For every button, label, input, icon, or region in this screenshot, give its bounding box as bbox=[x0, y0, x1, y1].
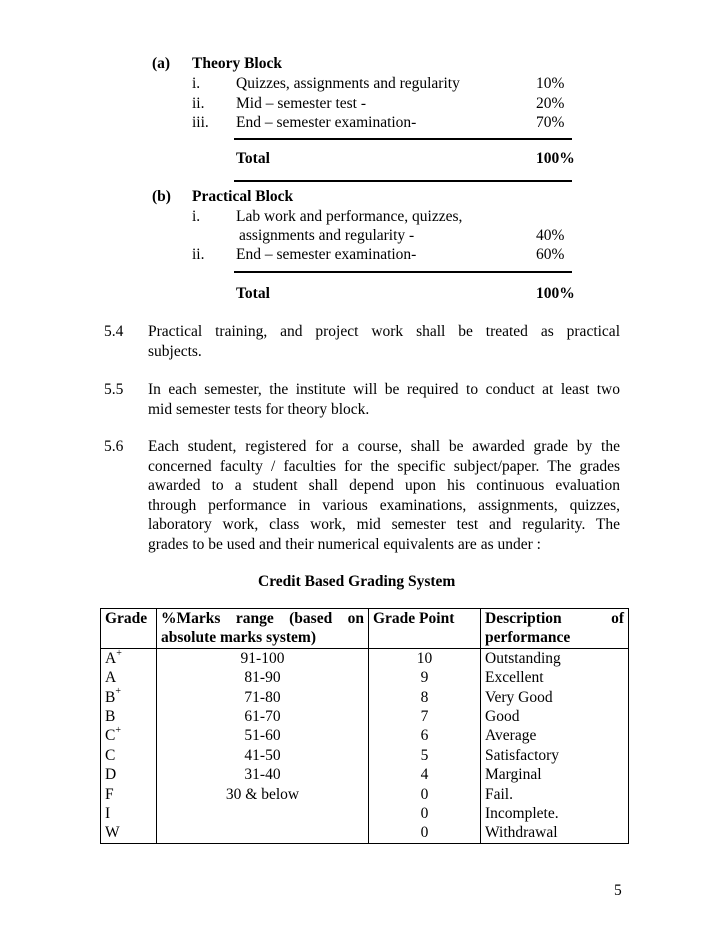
grade-cell: C+ bbox=[101, 726, 157, 745]
table-row bbox=[101, 688, 629, 707]
grade-point-cell: 9 bbox=[369, 668, 481, 687]
header-description: Description of performance bbox=[481, 609, 629, 649]
grade-point-cell: 5 bbox=[369, 746, 481, 765]
header-marks-line: absolute marks system) bbox=[161, 629, 316, 647]
grade-cell: A+ bbox=[101, 648, 157, 668]
clause-line: laboratory work, class work, mid semester test and regularity. The bbox=[148, 516, 620, 534]
description-cell: Withdrawal bbox=[481, 823, 629, 843]
grade-cell: W bbox=[101, 823, 157, 843]
description-cell: Outstanding bbox=[481, 648, 629, 668]
theory-item-pct: 10% bbox=[536, 75, 565, 92]
description-cell: Marginal bbox=[481, 765, 629, 784]
grading-title: Credit Based Grading System bbox=[258, 573, 456, 590]
marks-cell: 41-50 bbox=[157, 746, 369, 765]
grading-table bbox=[100, 608, 629, 844]
grade-point-cell: 7 bbox=[369, 707, 481, 726]
description-cell: Average bbox=[481, 726, 629, 745]
grade-point-cell: 0 bbox=[369, 804, 481, 823]
practical-item-num: ii. bbox=[192, 246, 205, 263]
theory-item-pct: 20% bbox=[536, 95, 565, 112]
theory-item-text: End – semester examination- bbox=[236, 114, 417, 131]
clause-line: subjects. bbox=[148, 342, 202, 360]
description-cell: Very Good bbox=[481, 688, 629, 707]
practical-item-text-cont: assignments and regularity - bbox=[239, 227, 415, 244]
marks-cell: 51-60 bbox=[157, 726, 369, 745]
theory-total-rule bbox=[234, 138, 572, 140]
practical-item-pct: 40% bbox=[536, 227, 565, 244]
clause-number: 5.6 bbox=[104, 438, 124, 455]
clause-line: concerned faculty / faculties for the specific subject/paper. The grades bbox=[148, 457, 620, 475]
table-row bbox=[101, 823, 629, 843]
practical-title: Practical Block bbox=[192, 188, 294, 205]
clause-number: 5.5 bbox=[104, 381, 124, 398]
description-cell: Excellent bbox=[481, 668, 629, 687]
grade-cell: F bbox=[101, 785, 157, 804]
table-header-row bbox=[101, 609, 629, 649]
theory-item-num: i. bbox=[192, 75, 201, 92]
table-row bbox=[101, 765, 629, 784]
theory-title: Theory Block bbox=[192, 55, 282, 72]
marks-cell bbox=[157, 804, 369, 823]
header-grade: Grade bbox=[101, 609, 157, 649]
clause-line: grades to be used and their numerical equivalents are as under : bbox=[148, 535, 541, 553]
clause-text bbox=[148, 322, 620, 361]
marks-cell: 91-100 bbox=[157, 648, 369, 668]
table-row bbox=[101, 746, 629, 765]
clause-line: mid semester tests for theory block. bbox=[148, 400, 370, 418]
practical-total-label: Total bbox=[236, 285, 270, 302]
header-grade-point: Grade Point bbox=[369, 609, 481, 649]
page-number: 5 bbox=[614, 882, 622, 899]
theory-total-label: Total bbox=[236, 150, 270, 167]
practical-item-num: i. bbox=[192, 208, 201, 225]
practical-total-value: 100% bbox=[536, 285, 575, 302]
practical-item-text: Lab work and performance, quizzes, bbox=[236, 208, 463, 225]
header-marks-line: %Marks range (based on bbox=[161, 610, 364, 627]
marks-cell: 71-80 bbox=[157, 688, 369, 707]
marks-cell: 30 & below bbox=[157, 785, 369, 804]
table-row bbox=[101, 785, 629, 804]
grade-cell: C bbox=[101, 746, 157, 765]
table-row bbox=[101, 648, 629, 668]
clause-line: through performance in various examinations, assignments, quizzes, bbox=[148, 496, 620, 514]
theory-item-text: Quizzes, assignments and regularity bbox=[236, 75, 460, 92]
description-cell: Good bbox=[481, 707, 629, 726]
practical-item-text: End – semester examination- bbox=[236, 246, 417, 263]
theory-item-num: iii. bbox=[192, 114, 209, 131]
grade-point-cell: 8 bbox=[369, 688, 481, 707]
grade-point-cell: 0 bbox=[369, 785, 481, 804]
grade-cell: B+ bbox=[101, 688, 157, 707]
clause-line: In each semester, the institute will be required to conduct at least two bbox=[148, 381, 620, 398]
header-marks bbox=[157, 609, 369, 649]
clause-line: Each student, registered for a course, shall be awarded grade by the bbox=[148, 438, 620, 455]
marks-cell: 81-90 bbox=[157, 668, 369, 687]
clause-text bbox=[148, 380, 620, 419]
marks-cell: 61-70 bbox=[157, 707, 369, 726]
grade-cell: B bbox=[101, 707, 157, 726]
clause-line: Practical training, and project work shall be treated as practical bbox=[148, 323, 620, 340]
clause-line: awarded to a student shall depend upon his continuous evaluation bbox=[148, 477, 620, 495]
theory-total-value: 100% bbox=[536, 150, 575, 167]
table-row bbox=[101, 804, 629, 823]
practical-label: (b) bbox=[152, 188, 171, 205]
grade-point-cell: 10 bbox=[369, 648, 481, 668]
clause-text bbox=[148, 437, 620, 555]
marks-cell: 31-40 bbox=[157, 765, 369, 784]
grade-cell: D bbox=[101, 765, 157, 784]
theory-item-text: Mid – semester test - bbox=[236, 95, 367, 112]
table-row bbox=[101, 668, 629, 687]
theory-item-pct: 70% bbox=[536, 114, 565, 131]
grade-point-cell: 6 bbox=[369, 726, 481, 745]
theory-bottom-rule bbox=[234, 180, 572, 182]
table-row bbox=[101, 707, 629, 726]
description-cell: Fail. bbox=[481, 785, 629, 804]
practical-item-pct: 60% bbox=[536, 246, 565, 263]
description-cell: Incomplete. bbox=[481, 804, 629, 823]
grade-point-cell: 0 bbox=[369, 823, 481, 843]
table-row bbox=[101, 726, 629, 745]
clause-number: 5.4 bbox=[104, 323, 124, 340]
grade-cell: I bbox=[101, 804, 157, 823]
theory-label: (a) bbox=[152, 55, 171, 72]
theory-item-num: ii. bbox=[192, 95, 205, 112]
grade-cell: A bbox=[101, 668, 157, 687]
grade-point-cell: 4 bbox=[369, 765, 481, 784]
marks-cell bbox=[157, 823, 369, 843]
description-cell: Satisfactory bbox=[481, 746, 629, 765]
practical-total-rule bbox=[234, 271, 572, 273]
